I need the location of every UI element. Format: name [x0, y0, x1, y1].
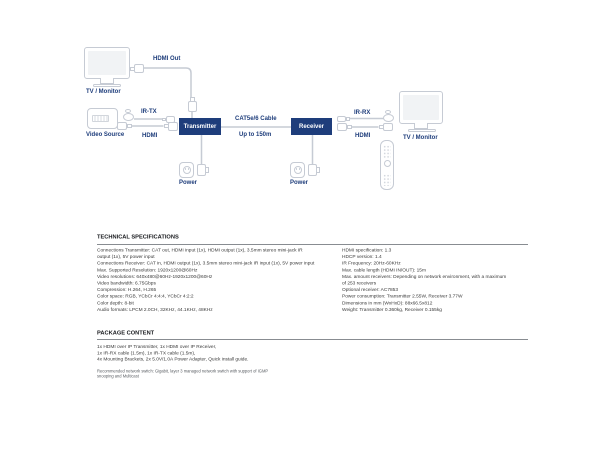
hdmi-left-plug-a-tip [127, 124, 132, 128]
power-left-label: Power [179, 180, 198, 186]
spec-line: Max. cable length (HDMI IN/OUT): 15m [342, 267, 426, 273]
tv-monitor-left-stand-base [93, 84, 121, 87]
note-line: Recommended network switch: Gigabit, layer 3 managed network switch with support of IGMP [97, 368, 269, 373]
power-plug-right-icon [290, 162, 305, 178]
cat-distance-label: Up to 150m [239, 132, 272, 138]
spec-line: Dimensions in mm (WxHxD): 88x66.5x812 [342, 300, 433, 306]
tv-screen [88, 51, 126, 75]
ir-rx-label: IR-RX [354, 110, 371, 116]
technical-specifications-title: TECHNICAL SPECIFICATIONS [97, 234, 179, 240]
tv-screen [403, 95, 439, 120]
tv-monitor-left-label: TV / Monitor [86, 89, 121, 95]
remote-buttons [383, 145, 391, 159]
power-socket-face [183, 166, 192, 175]
hdmi-right-plug-b-icon [383, 123, 393, 132]
cable-lines-graphic [0, 0, 610, 210]
remote-nav-circle [384, 160, 391, 167]
transmitter-box: Transmitter [179, 118, 221, 135]
spec-line: of 253 receivers [342, 280, 377, 287]
power-pin [299, 168, 301, 170]
cat-cable-label: CAT5e/6 Cable [235, 116, 277, 122]
spec-line: Power consumption: Transmitter 2.55W, Receiver 3.77W [342, 293, 463, 300]
tech-specs-right-column [342, 247, 532, 379]
note-line: snooping and Multicast [97, 373, 139, 379]
tv-monitor-left-icon [84, 47, 130, 79]
spec-line: Color depth: 8-bit [97, 300, 134, 306]
package-line: 1x IR-RX cable (1.5m), 1x IR-TX cable (1.5m), [97, 349, 196, 356]
spec-line: Max. amount receivers: Depending on network environment, with a maximum [342, 273, 507, 280]
power-barrel-right-icon [308, 164, 317, 176]
spec-line: Compression: H.264, H.265 [97, 287, 157, 293]
connection-diagram [0, 0, 610, 210]
spec-line: Color space: RGB, YCbCr 4:4:4, YCbCr 4:2:2 [97, 293, 194, 300]
video-source-label: Video Source [86, 132, 125, 138]
tv-monitor-right-label: TV / Monitor [403, 135, 438, 141]
hdmi-out-label: HDMI Out [153, 56, 181, 62]
hdmi-right-plug-a-icon [337, 123, 347, 132]
spec-line: output (1x), 5V power input [97, 254, 155, 260]
hdmi-right-plug-a-tip [347, 125, 352, 129]
remote-control-icon [380, 140, 394, 190]
tv-monitor-right-icon [399, 91, 443, 124]
ir-tx-emitter-icon [123, 113, 134, 121]
power-plug-left-icon [179, 162, 194, 178]
hdmi-cable-plug-icon [188, 101, 197, 112]
spec-line: HDMI specification: 1.3 [342, 247, 392, 253]
power-pin [188, 168, 190, 170]
ir-tx-label: IR-TX [141, 109, 157, 115]
hdmi-right-label: HDMI [355, 133, 371, 139]
remote-buttons [383, 174, 391, 186]
spec-line: Connections Transmitter: CAT out, HDMI input (1x), HDMI output (1x), 3.5mm stereo mini-jack IR [97, 247, 303, 253]
spec-line: Weight: Transmitter 0.360kg, Receiver 0.155kg [342, 306, 442, 313]
section-divider [97, 339, 528, 340]
power-barrel-left-icon [197, 164, 206, 176]
power-pin [296, 168, 298, 170]
package-content-title: PACKAGE CONTENT [97, 330, 155, 336]
hdmi-left-plug-a-icon [117, 122, 127, 130]
spec-line: HDCP version: 1.4 [342, 254, 382, 260]
hdmi-out-plug-icon [134, 64, 144, 73]
video-source-icon [87, 108, 118, 129]
section-divider [97, 244, 528, 245]
network-switch-note [97, 369, 343, 390]
ir-rx-plug-tip [346, 117, 350, 121]
power-socket-face [294, 166, 303, 175]
receiver-box: Receiver [291, 118, 332, 135]
spec-line: Audio formats: LPCM 2.0CH, 32KHz, 44.1KHz, 48KHz [97, 306, 213, 313]
power-pin [185, 168, 187, 170]
spec-line: Video resolutions: 640x480@60Hz-1920x1200@60Hz [97, 273, 213, 280]
spec-line: Max. Supported Resolution: 1920x1200@60Hz [97, 267, 198, 273]
package-line: 1x HDMI over IP Transmitter, 1x HDMI over IP Receiver, [97, 343, 217, 349]
video-source-slot [92, 115, 109, 122]
tv-monitor-right-stand-base [408, 129, 436, 132]
spec-line: IR Frequency: 20Hz-60KHz [342, 260, 401, 267]
spec-line: Optional receiver: AC7853 [342, 287, 398, 293]
hdmi-left-plug-b-icon [168, 122, 178, 131]
power-right-label: Power [290, 180, 309, 186]
spec-line: Video bandwidth: 6.75Gbps [97, 280, 156, 287]
package-line: 4x Mounting Brackets, 2x 5.0V/1.0A Power Adapter, Quick install guide. [97, 356, 249, 362]
spec-line: Connections Receiver: CAT in, HDMI output (1x), 3.5mm stereo mini-jack IR input (1x), 5V power input [97, 260, 315, 267]
hdmi-left-label: HDMI [142, 133, 158, 139]
ir-rx-emitter-icon [383, 114, 394, 122]
